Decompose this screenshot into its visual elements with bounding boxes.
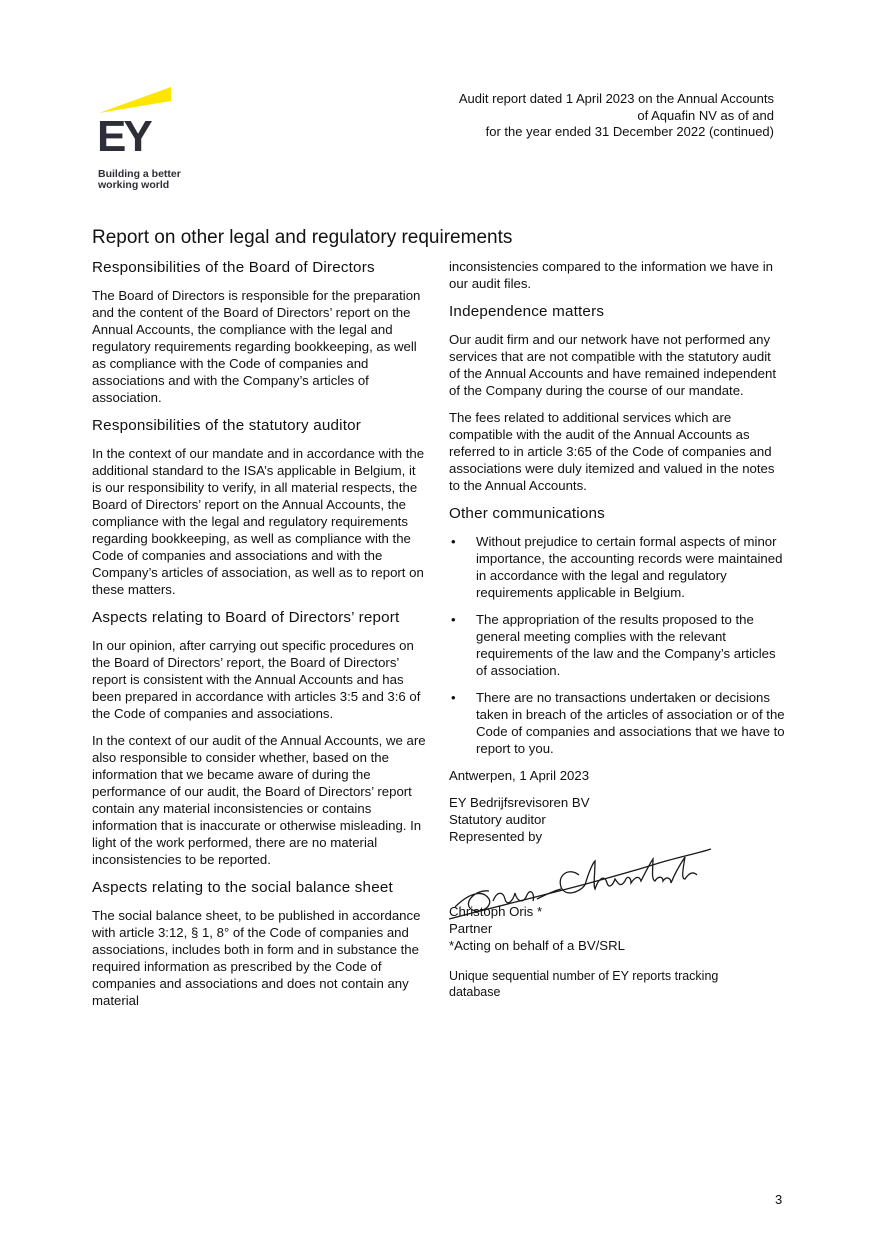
signature-area	[449, 845, 785, 919]
right-column	[449, 258, 785, 1010]
logo-tagline-line1: Building a better	[98, 168, 181, 180]
aspects-social-heading: Aspects relating to the social balance sheet	[92, 879, 393, 896]
header-line1: Audit report dated 1 April 2023 on the Annual Accounts	[458, 91, 774, 106]
board-responsibilities-heading: Responsibilities of the Board of Directors	[92, 259, 375, 276]
logo-brand: EY	[97, 112, 150, 161]
logo-tagline	[98, 169, 181, 191]
ey-logo	[97, 85, 197, 195]
logo-tagline-line2: working world	[98, 179, 170, 191]
aspects-board-paragraph-2: In the context of our audit of the Annual Accounts, we are also responsible to consider whether, based on the information that we became aware of during the performance of our audit, the Board of Directors’ report contain any material inconsistencies or contains information that is inaccurate or otherwise misleading. In light of the work performed, there are no material inconsistencies to be reported.	[92, 733, 426, 867]
represented-by: Represented by	[449, 829, 543, 844]
firm-block	[449, 794, 785, 845]
continuation-text: inconsistencies compared to the information we have in our audit files.	[449, 259, 774, 291]
header-reference	[354, 91, 774, 141]
auditor-responsibilities-heading: Responsibilities of the statutory auditor	[92, 417, 362, 434]
handwritten-signature	[449, 845, 729, 925]
firm-name: EY Bedrijfsrevisoren BV	[449, 795, 590, 810]
aspects-board-paragraph-1: In our opinion, after carrying out specific procedures on the Board of Directors’ report, the Board of Directors’ report is consistent with the Annual Accounts and has been prepared in accordance with articles 3:5 and 3:6 of the Code of companies and associations.	[92, 638, 421, 721]
independence-heading: Independence matters	[449, 303, 605, 320]
board-responsibilities-text: The Board of Directors is responsible for the preparation and the content of the Board of Directors’ report on the Annual Accounts, the compliance with the legal and regulatory requirements regarding bookkeeping, as well as compliance with the Code of companies and associations and with the Company’s articles of association.	[92, 288, 421, 405]
header-line3: for the year ended 31 December 2022 (continued)	[485, 124, 774, 139]
aspects-board-heading: Aspects relating to Board of Directors’ report	[92, 609, 400, 626]
signatory-name: Christoph Oris *	[449, 904, 543, 919]
other-communications-list	[449, 533, 785, 757]
firm-role: Statutory auditor	[449, 812, 546, 827]
page-number: 3	[775, 1192, 783, 1207]
auditor-responsibilities-text: In the context of our mandate and in accordance with the additional standard to the ISA’s applicable in Belgium, it is our responsibility to verify, in all material respects, the Board of Directors’ report on the Annual Accounts, the compliance with the legal and regulatory requirements regarding bookkeeping, as well as compliance with the Code of companies and associations and with the Company’s articles of association, as well as to report on these matters.	[92, 446, 425, 597]
aspects-social-text: The social balance sheet, to be published in accordance with article 3:12, § 1, 8° of the Code of companies and associations, includes both in form and in substance the required information as prescribed by the Code of companies and associations and does not contain any material	[92, 908, 421, 1008]
left-column	[92, 258, 428, 1019]
independence-paragraph-2: The fees related to additional services which are compatible with the audit of the Annual Accounts as referred to in article 3:65 of the Code of companies and associations were duly itemized and valued in the notes to the Annual Accounts.	[449, 410, 775, 493]
place-date: Antwerpen, 1 April 2023	[449, 768, 590, 783]
acting-note: *Acting on behalf of a BV/SRL	[449, 938, 625, 953]
list-item: • There are no transactions undertaken or decisions taken in breach of the articles of association or of the Code of companies and associations that we have to report to you.	[449, 689, 785, 757]
report-title: Report on other legal and regulatory requirements	[92, 227, 513, 248]
list-item: • Without prejudice to certain formal aspects of minor importance, the accounting records were maintained in accordance with the legal and regulatory requirements applicable in Belgium.	[449, 533, 785, 601]
signatory-title: Partner	[449, 921, 493, 936]
other-communications-heading: Other communications	[449, 505, 605, 522]
tracking-note: Unique sequential number of EY reports tracking database	[449, 969, 719, 999]
independence-paragraph-1: Our audit firm and our network have not performed any services that are not compatible with the statutory audit of the Annual Accounts and have remained independent of the Company during the course of our mandate.	[449, 332, 777, 398]
header-line2: of Aquafin NV as of and	[637, 107, 774, 123]
list-item: • The appropriation of the results proposed to the general meeting complies with the relevant requirements of the law and the Company’s articles of association.	[449, 611, 785, 679]
